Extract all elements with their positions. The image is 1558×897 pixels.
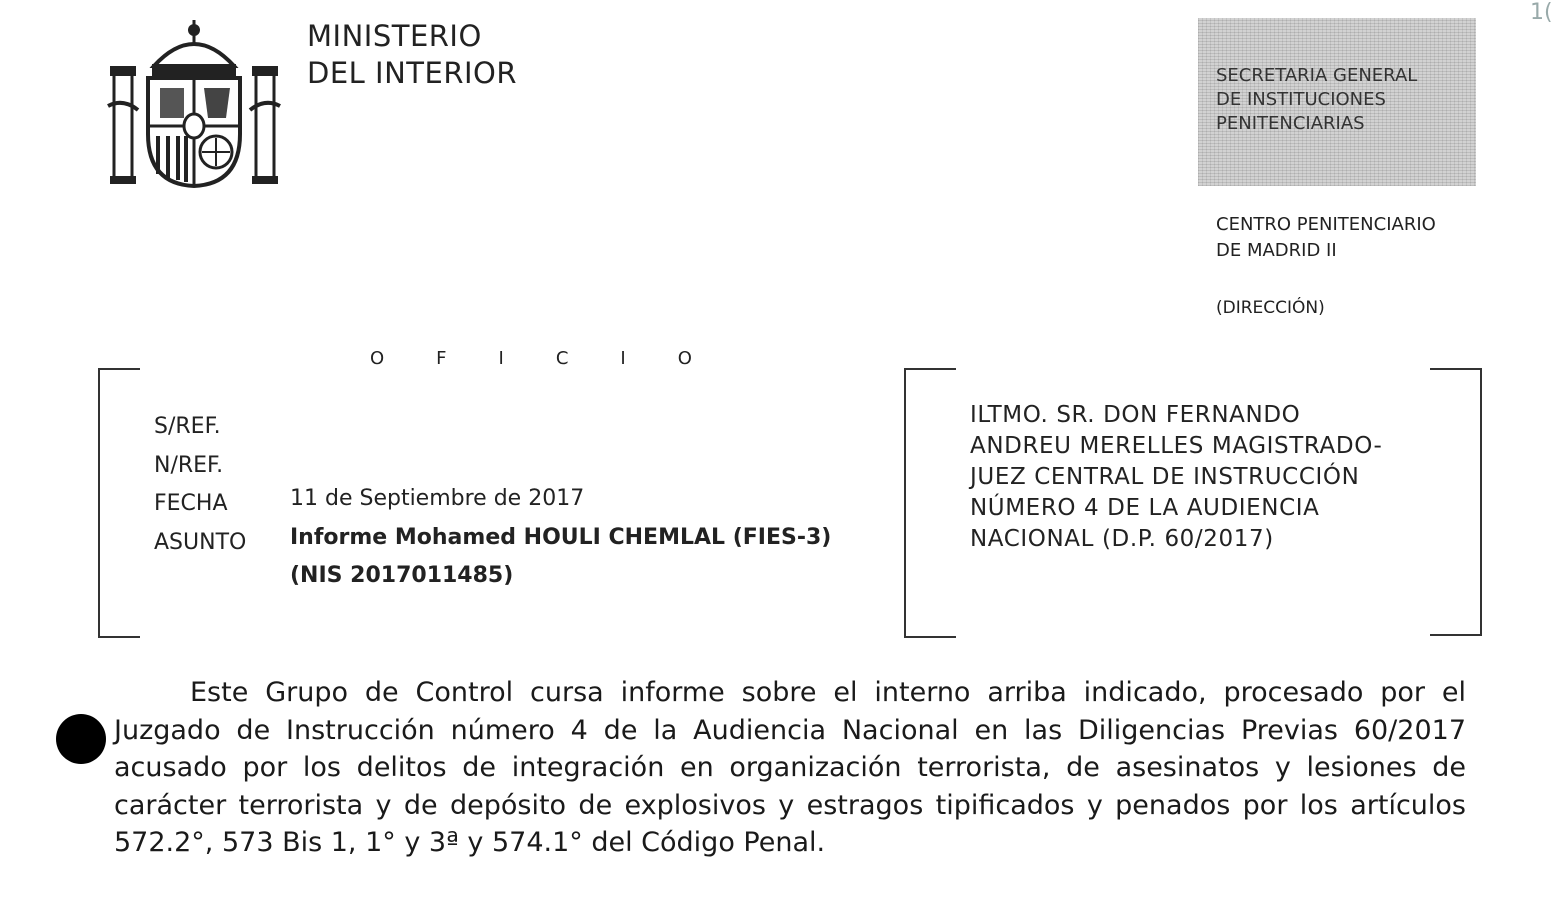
ministry-line-1: MINISTERIO [307, 19, 482, 53]
asunto-value-line-2: (NIS 2017011485) [290, 563, 514, 588]
secretaria-line-2: DE INSTITUCIONES [1216, 89, 1386, 110]
addressee-bracket-right [1430, 368, 1482, 636]
asunto-label: ASUNTO [154, 529, 247, 555]
addressee-line-4: NÚMERO 4 DE LA AUDIENCIA [970, 495, 1320, 521]
reference-values [290, 480, 831, 596]
oficio-title: OFICIO [370, 348, 744, 369]
secretaria-text [1216, 64, 1417, 136]
ministry-name [307, 18, 517, 92]
centro-line-1: CENTRO PENITENCIARIO [1216, 214, 1436, 235]
corner-mark: 1( [1530, 0, 1553, 25]
addressee-line-5: NACIONAL (D.P. 60/2017) [970, 526, 1274, 552]
direccion-label: (DIRECCIÓN) [1216, 298, 1325, 318]
ministry-line-2: DEL INTERIOR [307, 56, 517, 90]
addressee-block [970, 400, 1382, 555]
centro-line-2: DE MADRID II [1216, 240, 1337, 261]
addressee-line-3: JUEZ CENTRAL DE INSTRUCCIÓN [970, 464, 1360, 490]
coat-of-arms-icon [106, 14, 282, 190]
reference-labels [154, 408, 246, 562]
redaction-dot [56, 714, 106, 764]
addressee-line-2: ANDREU MERELLES MAGISTRADO- [970, 433, 1383, 459]
addressee-line-1: ILTMO. SR. DON FERNANDO [970, 402, 1301, 428]
addressee-bracket-left [904, 368, 956, 638]
body-paragraph [114, 674, 1466, 862]
nref-label: N/REF. [154, 452, 224, 478]
secretaria-line-1: SECRETARIA GENERAL [1216, 65, 1418, 86]
asunto-value-line-1: Informe Mohamed HOULI CHEMLAL (FIES-3) [290, 524, 832, 550]
sref-label: S/REF. [154, 414, 221, 439]
fecha-value: 11 de Septiembre de 2017 [290, 486, 585, 511]
body-paragraph-text: Este Grupo de Control cursa informe sobre el interno arriba indicado, procesado por el Juzgado de Instrucción número 4 de la Audiencia Nacional en las Diligencias Previas 60/2017 acusado por los delitos de integración en organización terrorista, de asesinatos y lesiones de carácter terrorista y de depósito de explosivos y estragos tipificados y penados por los artículos 572.2°, 573 Bis 1, 1° y 3ª y 574.1° del Código Penal. [114, 677, 1466, 858]
fecha-label: FECHA [154, 491, 228, 516]
reference-bracket [98, 368, 140, 638]
secretaria-line-3: PENITENCIARIAS [1216, 113, 1365, 134]
centro-penitenciario [1216, 212, 1436, 264]
